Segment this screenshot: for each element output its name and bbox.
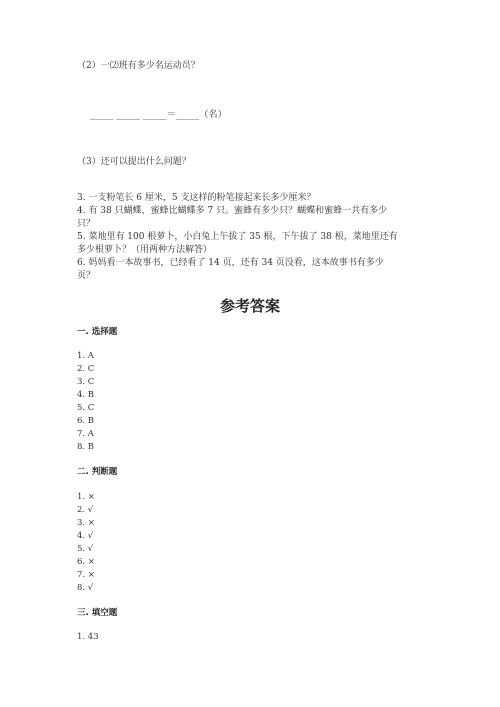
section-judge-heading: 二. 判断题	[77, 467, 118, 477]
judge-answer-5: 5. √	[77, 544, 94, 554]
question-4-line-1: 4. 有 38 只蝴蝶，蜜蜂比蝴蝶多 7 只。蜜蜂有多少只？蝴蝶和蜜蜂一共有多少	[77, 206, 388, 216]
judge-answer-6: 6. ×	[77, 557, 95, 567]
question-6-line-2: 页？	[77, 271, 96, 281]
judge-answer-4: 4. √	[77, 531, 94, 541]
judge-answer-7: 7. ×	[77, 570, 95, 580]
question-5-line-1: 5. 菜地里有 100 根萝卜，小白兔上午拔了 35 根，下午拔了 38 根，菜地里还有	[77, 232, 398, 242]
choice-answer-1: 1. A	[77, 351, 94, 361]
question-6-line-1: 6. 妈妈看一本故事书，已经看了 14 页，还有 34 页没看，这本故事书有多少	[77, 258, 384, 268]
judge-answer-2: 2. √	[77, 505, 94, 515]
question-3: 3. 一支粉笔长 6 厘米，5 支这样的粉笔接起来长多少厘米？	[77, 193, 316, 203]
question-2-sub-3: （3）还可以提出什么问题？	[77, 157, 191, 167]
choice-answer-3: 3. C	[77, 377, 95, 387]
fill-answer-1: 1. 43	[77, 632, 99, 642]
choice-answer-6: 6. B	[77, 416, 95, 426]
question-5-line-2: 多少根萝卜？（用两种方法解答）	[77, 245, 213, 255]
choice-answer-5: 5. C	[77, 403, 95, 413]
choice-answer-4: 4. B	[77, 390, 95, 400]
question-4-line-2: 只？	[77, 219, 96, 229]
choice-answer-2: 2. C	[77, 364, 95, 374]
judge-answer-3: 3. ×	[77, 518, 95, 528]
judge-answer-8: 8. √	[77, 583, 94, 593]
judge-answer-1: 1. ×	[77, 492, 95, 502]
question-2-sub-2: （2）一⑵班有多少名运动员？	[77, 61, 200, 71]
section-fill-heading: 三. 填空题	[77, 608, 118, 618]
choice-answer-8: 8. B	[77, 442, 95, 452]
choice-answer-7: 7. A	[77, 429, 94, 439]
section-choice-heading: 一. 选择题	[77, 327, 118, 337]
answer-blank-line: _____ _____ _____＝_____（名）	[90, 110, 227, 120]
answer-key-title: 参考答案	[219, 297, 280, 315]
